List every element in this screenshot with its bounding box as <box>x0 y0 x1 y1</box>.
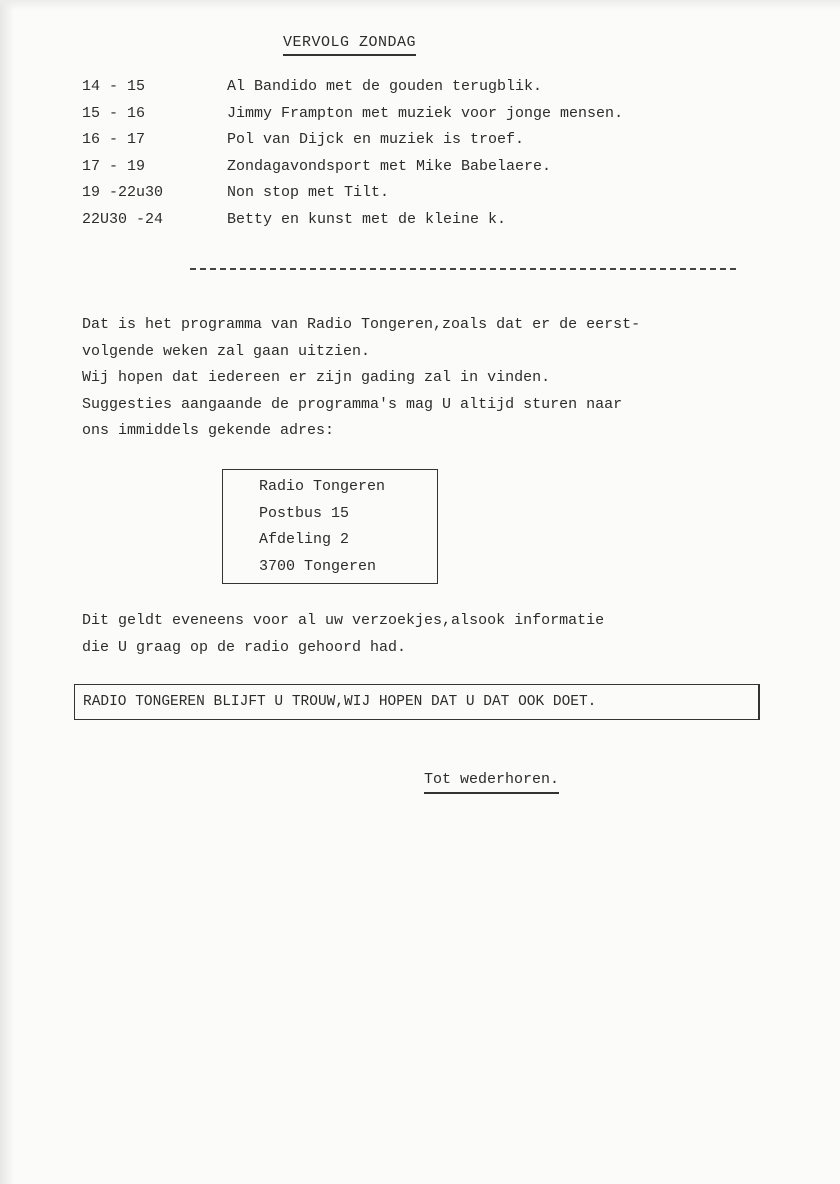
schedule-row <box>82 158 762 185</box>
intro-line: volgende weken zal gaan uitzien. <box>82 342 371 360</box>
schedule-row <box>82 184 762 211</box>
address-line-postbox: Postbus 15 <box>259 504 350 522</box>
schedule-description: Al Bandido met de gouden terugblik. <box>227 78 543 95</box>
schedule-description: Zondagavondsport met Mike Babelaere. <box>227 157 552 175</box>
schedule-row <box>82 211 762 238</box>
slogan-text: RADIO TONGEREN BLIJFT U TROUW,WIJ HOPEN DAT U DAT OOK DOET. <box>83 694 597 710</box>
intro-line: ons immiddels gekende adres: <box>82 422 335 439</box>
schedule-time: 15 - 16 <box>82 104 146 122</box>
schedule-time: 14 - 15 <box>82 78 146 95</box>
request-paragraph <box>82 608 604 661</box>
schedule-row <box>82 105 762 132</box>
dashed-separator <box>190 268 736 270</box>
schedule-time: 16 - 17 <box>82 131 146 148</box>
intro-line: Dat is het programma van Radio Tongeren,zoals dat er de eerst- <box>82 316 641 333</box>
schedule-description: Non stop met Tilt. <box>227 184 390 201</box>
schedule-description: Betty en kunst met de kleine k. <box>227 210 507 228</box>
schedule-row <box>82 78 762 105</box>
slogan-box <box>74 684 760 720</box>
address-line-department: Afdeling 2 <box>259 531 350 548</box>
intro-paragraph <box>82 312 640 445</box>
request-line: Dit geldt eveneens voor al uw verzoekjes,alsook informatie <box>82 612 605 629</box>
page-title: VERVOLG ZONDAG <box>283 34 416 56</box>
request-line: die U graag op de radio gehoord had. <box>82 638 407 656</box>
program-schedule <box>82 78 762 237</box>
address-line-city: 3700 Tongeren <box>259 557 377 575</box>
intro-line: Wij hopen dat iedereen er zijn gading zal in vinden. <box>82 369 551 386</box>
address-line-name: Radio Tongeren <box>259 478 386 495</box>
closing-text: Tot wederhoren. <box>424 771 559 794</box>
schedule-row <box>82 131 762 158</box>
address-box <box>222 469 438 584</box>
schedule-description: Pol van Dijck en muziek is troef. <box>227 131 525 148</box>
schedule-description: Jimmy Frampton met muziek voor jonge mensen. <box>227 104 624 122</box>
page-top-shadow <box>0 0 840 10</box>
page-edge-shadow <box>0 0 14 1184</box>
schedule-time: 19 -22u30 <box>82 184 164 201</box>
schedule-time: 22U30 -24 <box>82 210 164 228</box>
intro-line: Suggesties aangaande de programma's mag U altijd sturen naar <box>82 395 623 413</box>
schedule-time: 17 - 19 <box>82 157 146 175</box>
